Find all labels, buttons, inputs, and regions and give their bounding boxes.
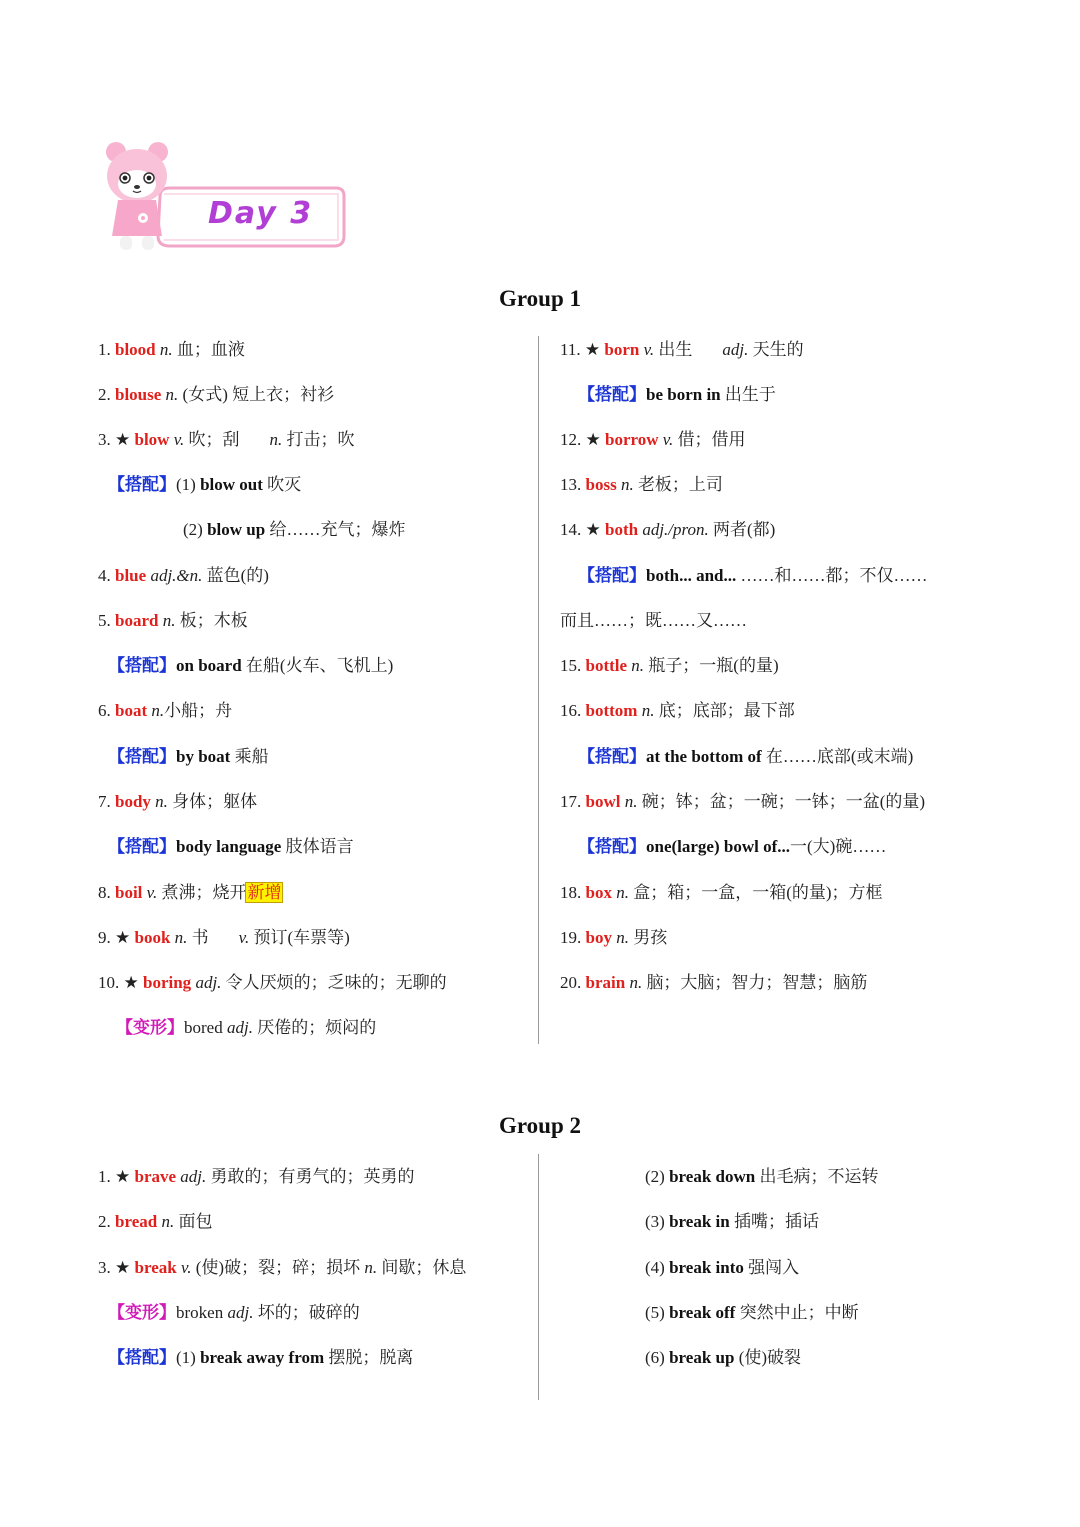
list-item: 10. ★ boring adj. 令人厌烦的；乏味的；无聊的 bbox=[98, 973, 447, 992]
group-title: Group 1 bbox=[498, 286, 582, 311]
collocation-line: (6) break up (使)破裂 bbox=[645, 1348, 802, 1367]
list-item: 12. ★ borrow v. 借；借用 bbox=[560, 430, 746, 449]
collocation-line: 【搭配】on board 在船(火车、飞机上) bbox=[108, 656, 394, 675]
list-item: 9. ★ book n. 书 v. 预订(车票等) bbox=[98, 928, 350, 947]
variant-line: 【变形】bored adj. 厌倦的；烦闷的 bbox=[116, 1018, 377, 1037]
group-title: Group 2 bbox=[498, 1113, 582, 1138]
column-divider bbox=[538, 1154, 539, 1400]
list-item: 4. blue adj.&n. 蓝色(的) bbox=[98, 566, 269, 585]
collocation-line: (2) break down 出毛病；不运转 bbox=[645, 1167, 879, 1186]
variant-line: 【变形】broken adj. 坏的；破碎的 bbox=[108, 1303, 360, 1322]
collocation-line: 【搭配】(1) break away from 摆脱；脱离 bbox=[108, 1348, 414, 1367]
list-item: 19. boy n. 男孩 bbox=[560, 928, 668, 947]
list-item: 5. board n. 板；木板 bbox=[98, 611, 248, 630]
list-item: 16. bottom n. 底；底部；最下部 bbox=[560, 701, 795, 720]
collocation-line: (4) break into 强闯入 bbox=[645, 1258, 800, 1277]
list-item: 3. ★ break v. (使)破；裂；碎；损坏 n. 间歇；休息 bbox=[98, 1258, 467, 1277]
list-item: 7. body n. 身体；躯体 bbox=[98, 792, 258, 811]
list-item: 3. ★ blow v. 吹；刮 n. 打击；吹 bbox=[98, 430, 355, 449]
day-header bbox=[100, 138, 350, 256]
collocation-line: 【搭配】by boat 乘船 bbox=[108, 747, 269, 766]
list-item: 11. ★ born v. 出生 adj. 天生的 bbox=[560, 340, 804, 359]
collocation-line: 【搭配】body language 肢体语言 bbox=[108, 837, 354, 856]
list-item: 1. ★ brave adj. 勇敢的；有勇气的；英勇的 bbox=[98, 1167, 415, 1186]
collocation-line: 【搭配】at the bottom of 在……底部(或末端) bbox=[578, 747, 914, 766]
collocation-line: (5) break off 突然中止；中断 bbox=[645, 1303, 859, 1322]
day-label: Day 3 bbox=[208, 196, 314, 231]
list-item: 2. bread n. 面包 bbox=[98, 1212, 213, 1231]
list-item: 13. boss n. 老板；上司 bbox=[560, 475, 723, 494]
list-item: 6. boat n.小船；舟 bbox=[98, 701, 233, 720]
list-item: 8. boil v. 煮沸；烧开新增 bbox=[98, 883, 282, 902]
new-badge: 新增 bbox=[247, 883, 282, 902]
collocation-line: (2) blow up 给……充气；爆炸 bbox=[183, 520, 406, 539]
list-item: 20. brain n. 脑；大脑；智力；智慧；脑筋 bbox=[560, 973, 868, 992]
list-item: 14. ★ both adj./pron. 两者(都) bbox=[560, 520, 776, 539]
column-divider bbox=[538, 336, 539, 1044]
list-item: 1. blood n. 血；血液 bbox=[98, 340, 245, 359]
list-item: 17. bowl n. 碗；钵；盆；一碗；一钵；一盆(的量) bbox=[560, 792, 926, 811]
list-item: 18. box n. 盒；箱；一盒，一箱(的量)；方框 bbox=[560, 883, 883, 902]
collocation-line: 【搭配】(1) blow out 吹灭 bbox=[108, 475, 302, 494]
collocation-line: 【搭配】one(large) bowl of...一(大)碗…… bbox=[578, 837, 887, 856]
continuation-line: 而且……；既……又…… bbox=[560, 611, 747, 630]
list-item: 2. blouse n. (女式) 短上衣；衬衫 bbox=[98, 385, 335, 404]
collocation-line: (3) break in 插嘴；插话 bbox=[645, 1212, 819, 1231]
list-item: 15. bottle n. 瓶子；一瓶(的量) bbox=[560, 656, 779, 675]
collocation-line: 【搭配】both... and... ……和……都；不仅…… bbox=[578, 566, 928, 585]
collocation-line: 【搭配】be born in 出生于 bbox=[578, 385, 776, 404]
